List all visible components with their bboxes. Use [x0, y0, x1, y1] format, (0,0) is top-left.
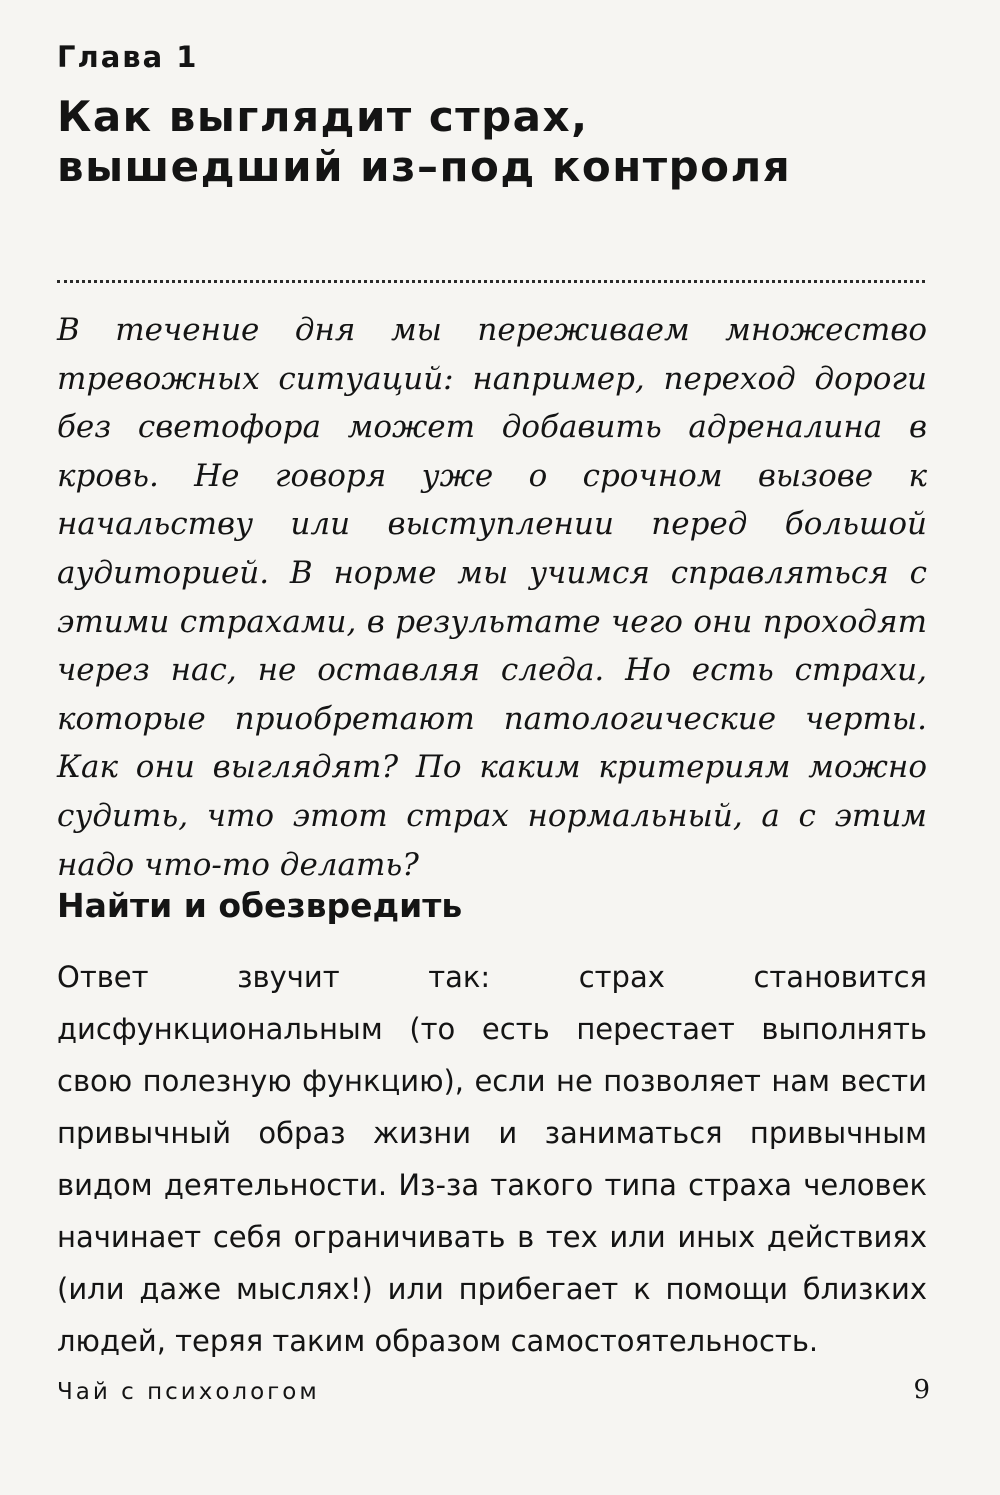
- running-footer-title: Чай с психологом: [57, 1379, 320, 1405]
- chapter-title-line-1: Как выглядит страх,: [57, 92, 589, 141]
- section-heading: Найти и обезвредить: [57, 886, 463, 925]
- page-number: 9: [913, 1375, 930, 1405]
- chapter-title-line-2: вышедший из–под контроля: [57, 142, 792, 191]
- intro-paragraph: В течение дня мы переживаем множество тревожных ситуаций: например, переход дороги без светофора может добавить адреналина в кровь. Не говоря уже о срочном вызове к начальству или выступлении перед большой аудиторией. В норме мы учимся справляться с этими страхами, в результате чего они проходят через нас, не оставляя следа. Но есть страхи, которые приобретают патологические черты. Как они выглядят? По каким критериям можно судить, что этот страх нормальный, а с этим надо что-то делать?: [57, 312, 927, 883]
- chapter-label: Глава 1: [57, 40, 199, 74]
- dotted-divider: [57, 280, 925, 283]
- body-paragraph: Ответ звучит так: страх становится дисфункциональным (то есть перестает выполнять свою полезную функцию), если не позволяет нам вести привычный образ жизни и заниматься привычным видом деятельности. Из-за такого типа страха человек начинает себя ограничивать в тех или иных действиях (или даже мыслях!) или прибегает к помощи близких людей, теряя таким образом самостоятельность.: [57, 960, 927, 1358]
- chapter-title: [57, 92, 937, 192]
